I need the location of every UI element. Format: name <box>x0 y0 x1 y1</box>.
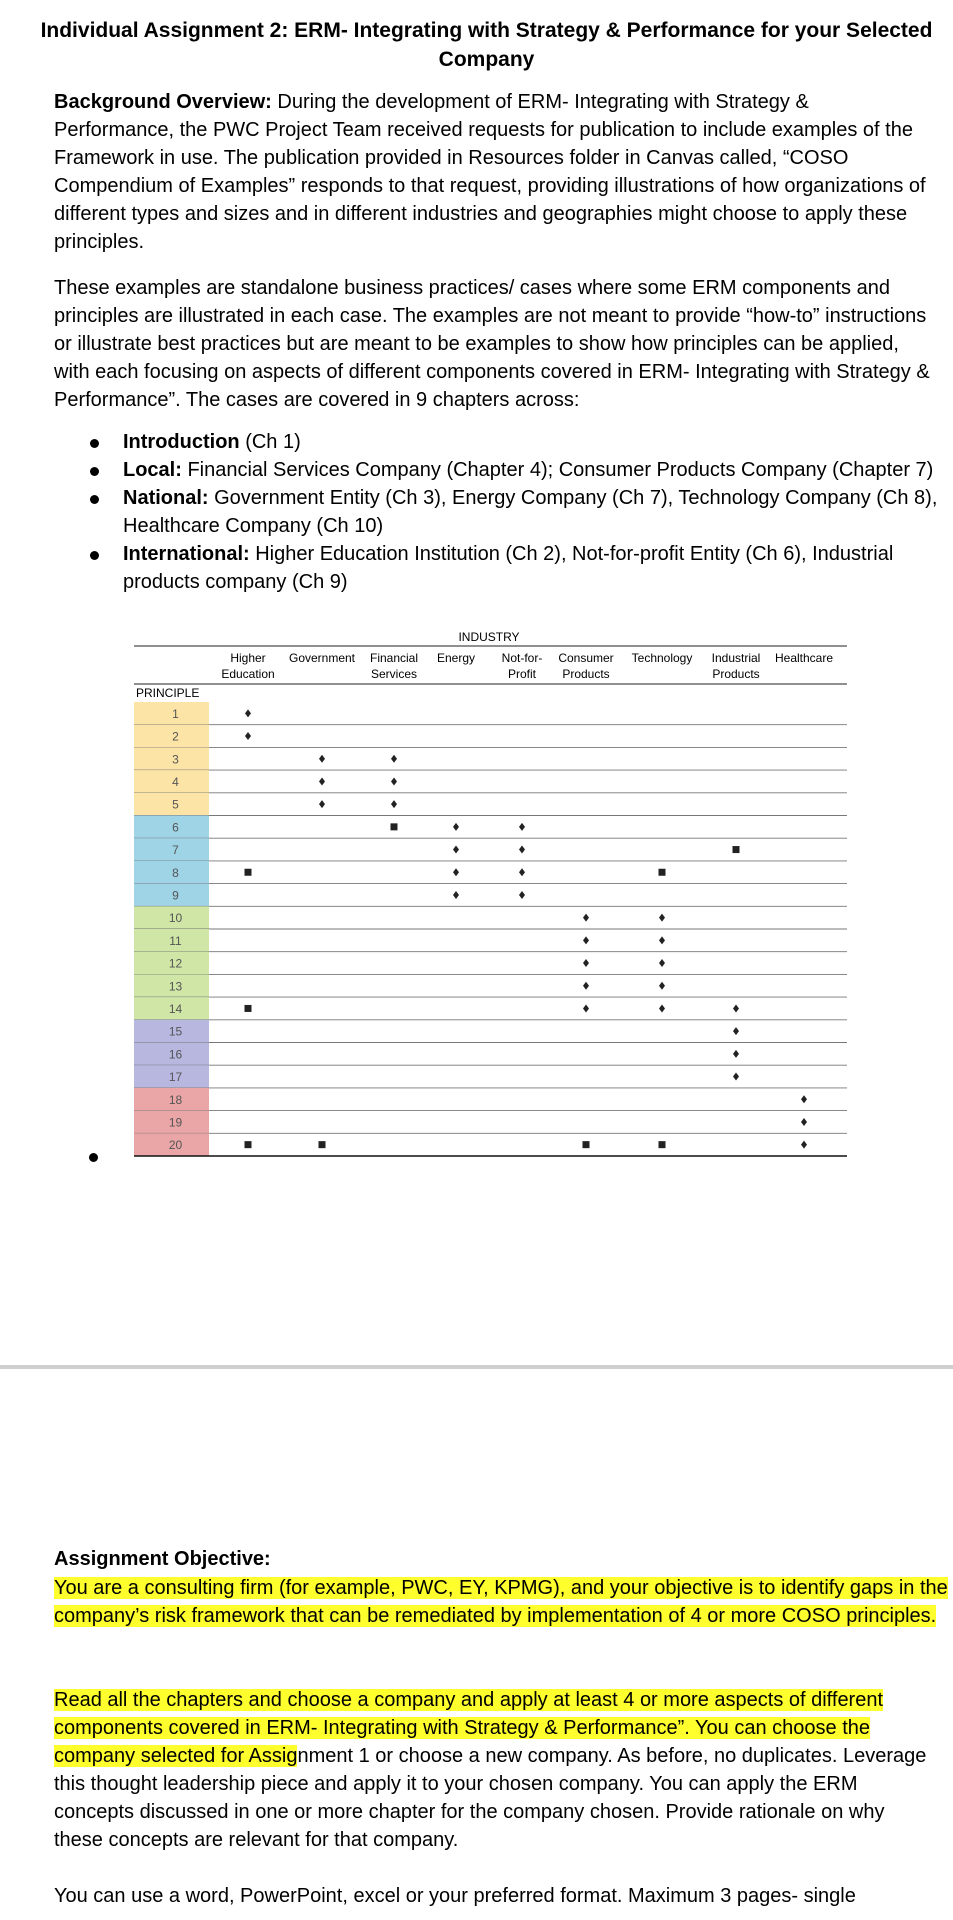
diamond-mark <box>519 868 525 876</box>
diamond-mark <box>391 777 397 785</box>
list-item <box>54 540 953 596</box>
chapter-label: Introduction <box>123 431 240 453</box>
square-mark <box>245 1005 252 1012</box>
principle-number: 2 <box>172 729 179 744</box>
principle-label: PRINCIPLE <box>136 686 200 700</box>
list-item <box>54 484 953 540</box>
principle-number: 13 <box>168 979 183 994</box>
column-header: Healthcare <box>774 651 834 665</box>
diamond-mark <box>319 777 325 785</box>
highlighted-text: Read all the chapters and choose a company and apply at least 4 or more aspects of different components covered in ERM- Integrating with Strategy & Performance”. You can choose the company selected for Assig <box>54 1689 884 1767</box>
instructions-paragraph <box>54 1686 934 1854</box>
column-header: Profit <box>507 667 537 681</box>
principle-number: 17 <box>168 1070 183 1085</box>
format-paragraph: You can use a word, PowerPoint, excel or your preferred format. Maximum 3 pages- single <box>54 1885 856 1907</box>
objective-heading: Assignment Objective: <box>54 1548 271 1570</box>
diamond-mark <box>453 891 459 899</box>
examples-paragraph: These examples are standalone business practices/ cases where some ERM components and principles are illustrated in each case. The examples are not meant to provide “how-to” instructions or illustrate best practices but are meant to be examples to show how principles can be applied, with each focusing on aspects of different components covered in ERM- Integrating with Strategy & Performance”. The cases are covered in 9 chapters across: <box>54 277 930 411</box>
diamond-mark <box>659 1004 665 1012</box>
diamond-mark <box>733 1073 739 1081</box>
chapter-list <box>54 428 953 596</box>
background-text: During the development of ERM- Integrating with Strategy & Performance, the PWC Project Team received requests for publication to include examples of the Framework in use. The publication provided in Resources folder in Canvas called, “COSO Compendium of Examples” responds to that request, providing illustrations of how organizations of different types and sizes and in different industries and geographies might choose to apply these principles. <box>54 91 926 253</box>
principle-number: 19 <box>168 1115 183 1130</box>
diamond-mark <box>801 1141 807 1149</box>
diamond-mark <box>319 755 325 763</box>
principle-number: 6 <box>172 820 179 835</box>
principle-number: 11 <box>169 933 182 948</box>
principle-number: 20 <box>168 1138 183 1153</box>
column-header: Products <box>712 667 760 681</box>
column-header: Technology <box>631 651 693 665</box>
square-mark <box>391 823 398 830</box>
list-item <box>54 456 953 484</box>
diamond-mark <box>391 755 397 763</box>
diamond-mark <box>583 1004 589 1012</box>
diamond-mark <box>583 914 589 922</box>
matrix-figure <box>134 625 847 1165</box>
square-mark <box>733 846 740 853</box>
chapter-label: Local: <box>123 459 182 481</box>
principle-number: 5 <box>172 797 179 812</box>
diamond-mark <box>583 936 589 944</box>
background-label: Background Overview: <box>54 91 272 113</box>
column-header: Products <box>562 667 610 681</box>
principle-number: 8 <box>172 865 179 880</box>
principle-number: 15 <box>168 1024 183 1039</box>
chapter-text: (Ch 1) <box>239 431 301 453</box>
diamond-mark <box>733 1050 739 1058</box>
objective-paragraph <box>54 1574 953 1630</box>
industry-label: INDUSTRY <box>458 630 520 644</box>
square-mark <box>245 869 252 876</box>
column-header: Consumer <box>558 651 614 665</box>
column-header: Energy <box>436 651 476 665</box>
diamond-mark <box>801 1118 807 1126</box>
principle-number: 3 <box>172 752 179 767</box>
chapter-text: Government Entity (Ch 3), Energy Company (Ch 7), Technology Company (Ch 8), Healthcare Company (Ch 10) <box>123 487 938 537</box>
diamond-mark <box>733 1027 739 1035</box>
chapter-label: International: <box>123 543 250 565</box>
square-mark <box>659 869 666 876</box>
column-header: Education <box>221 667 275 681</box>
list-item <box>54 428 953 456</box>
diamond-mark <box>453 846 459 854</box>
column-header: Financial <box>369 651 419 665</box>
diamond-mark <box>453 823 459 831</box>
column-header: Services <box>370 667 418 681</box>
square-mark <box>583 1141 590 1148</box>
principle-number: 4 <box>172 774 179 789</box>
principle-number: 1 <box>172 706 179 721</box>
column-header: Industrial <box>711 651 761 665</box>
diamond-mark <box>659 959 665 967</box>
diamond-mark <box>453 868 459 876</box>
chapter-text: Higher Education Institution (Ch 2), Not-for-profit Entity (Ch 6), Industrial products company (Ch 9) <box>123 543 894 593</box>
background-overview <box>54 88 934 256</box>
diamond-mark <box>733 1004 739 1012</box>
principle-industry-matrix <box>134 625 847 1165</box>
diamond-mark <box>519 823 525 831</box>
chapter-text: Financial Services Company (Chapter 4); Consumer Products Company (Chapter 7) <box>181 459 934 481</box>
page-title: Individual Assignment 2: ERM- Integrating with Strategy & Performance for your Selected Company <box>40 19 933 71</box>
empty-bullet <box>89 1153 98 1162</box>
diamond-mark <box>519 846 525 854</box>
principle-number: 7 <box>172 843 179 858</box>
diamond-mark <box>245 709 251 717</box>
principle-number: 10 <box>168 911 183 926</box>
diamond-mark <box>519 891 525 899</box>
column-header: Government <box>288 651 356 665</box>
diamond-mark <box>801 1095 807 1103</box>
diamond-mark <box>391 800 397 808</box>
principle-number: 16 <box>168 1047 183 1062</box>
diamond-mark <box>659 982 665 990</box>
diamond-mark <box>583 982 589 990</box>
principle-number: 14 <box>168 1001 183 1016</box>
instructions-text: nment 1 or choose a new company. As before, no duplicates. Leverage this thought leadership piece and apply it to your chosen company. You can apply the ERM concepts discussed in one or more chapter for the company chosen. Provide rationale on why these concepts are relevant for that company. <box>54 1745 927 1851</box>
diamond-mark <box>319 800 325 808</box>
principle-number: 12 <box>168 956 183 971</box>
diamond-mark <box>245 732 251 740</box>
square-mark <box>245 1141 252 1148</box>
principle-number: 9 <box>172 888 179 903</box>
square-mark <box>319 1141 326 1148</box>
column-header: Not-for- <box>501 651 543 665</box>
diamond-mark <box>659 914 665 922</box>
page-divider <box>0 1365 953 1369</box>
column-header: Higher <box>230 651 266 665</box>
principle-number: 18 <box>168 1092 183 1107</box>
diamond-mark <box>659 936 665 944</box>
highlighted-text: You are a consulting firm (for example, PWC, EY, KPMG), and your objective is to identify gaps in the company’s risk framework that can be remediated by implementation of 4 or more COSO principles. <box>54 1577 948 1627</box>
diamond-mark <box>583 959 589 967</box>
chapter-label: National: <box>123 487 209 509</box>
square-mark <box>659 1141 666 1148</box>
